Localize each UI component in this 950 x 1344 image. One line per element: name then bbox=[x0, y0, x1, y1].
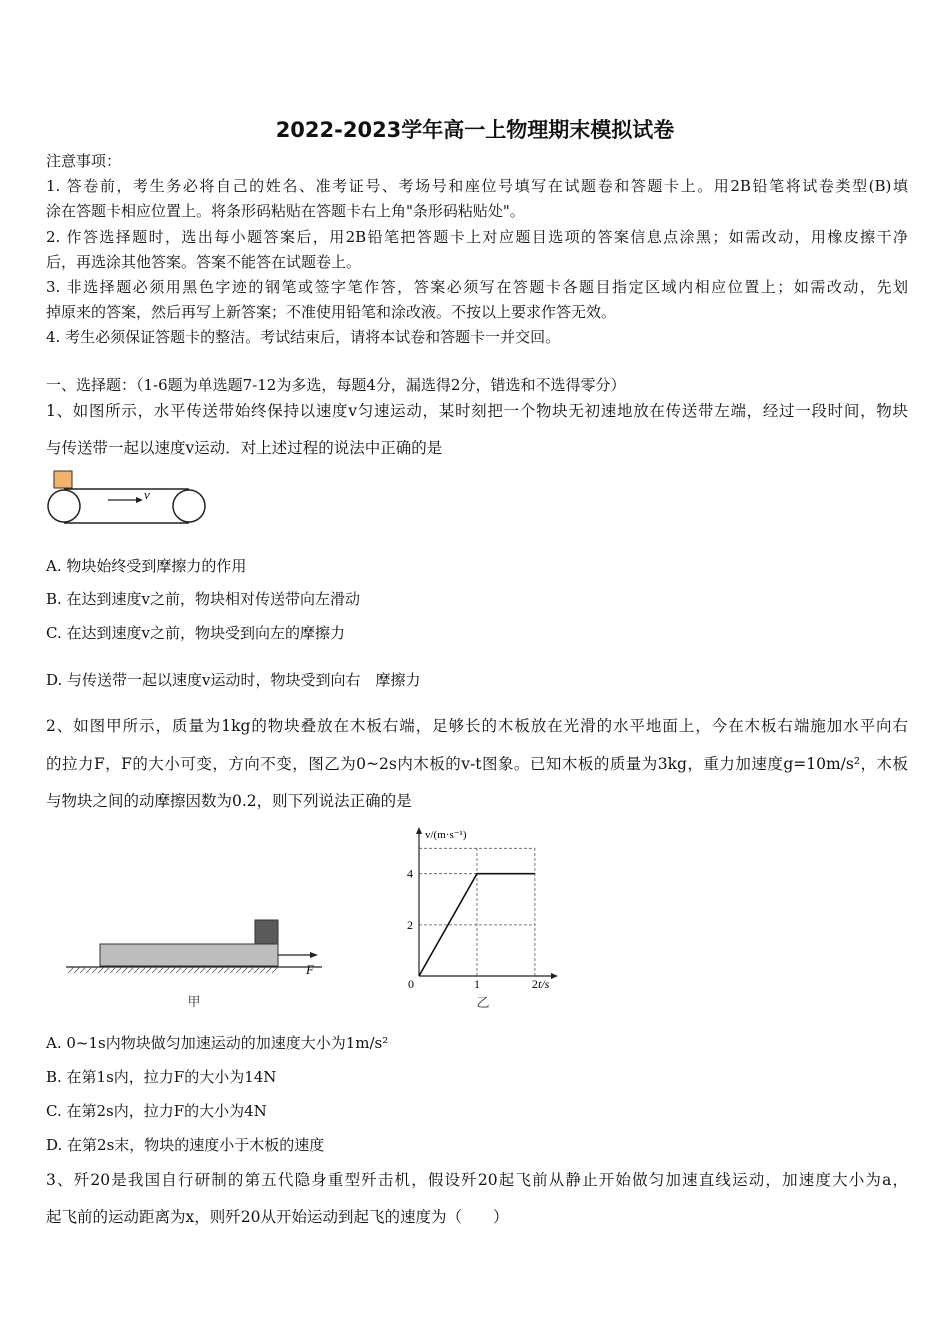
notice-heading: 注意事项： bbox=[46, 152, 122, 170]
figure-caption-jia: 甲 bbox=[187, 995, 201, 1010]
q2-option-c: C. 在第2s内，拉力F的大小为4N bbox=[46, 1102, 267, 1120]
q1-stem-line: 1、如图所示，水平传送带始终保持以速度v匀速运动，某时刻把一个物块无初速地放在传送带左端，经过一段时间，物块 bbox=[46, 402, 908, 420]
y-axis-label: v/(m·s⁻¹) bbox=[425, 829, 467, 841]
notice-line: 3. 非选择题必须用黑色字迹的钢笔或签字笔作答，答案必须写在答题卡各题目指定区域内相应位置上；如需改动，先划 bbox=[46, 278, 908, 296]
force-label: F bbox=[306, 962, 314, 977]
vt-graph bbox=[395, 824, 570, 1014]
x-tick-label: 0 bbox=[408, 977, 414, 991]
notice-line: 2. 作答选择题时，选出每小题答案后，用2B铅笔把答题卡上对应题目选项的答案信息点涂黑；如需改动，用橡皮擦干净 bbox=[46, 228, 908, 246]
left-pulley bbox=[48, 490, 80, 522]
q1-option-b: B. 在达到速度v之前，物块相对传送带向左滑动 bbox=[46, 590, 361, 608]
y-tick-label: 4 bbox=[407, 866, 413, 881]
q3-stem-line: 起飞前的运动距离为x，则歼20从开始运动到起飞的速度为（ ） bbox=[46, 1208, 509, 1226]
page-title: 2022-2023学年高一上物理期末模拟试卷 bbox=[275, 118, 675, 142]
notice-line: 掉原来的答案，然后再写上新答案；不准使用铅笔和涂改液。不按以上要求作答无效。 bbox=[46, 303, 617, 321]
block bbox=[255, 920, 278, 944]
x-axis-arrowhead bbox=[551, 973, 558, 979]
q2-stem-line: 的拉力F，F的大小可变，方向不变，图乙为0~2s内木板的v-t图象。已知木板的质量为3kg，重力加速度g=10m/s²，木板 bbox=[46, 755, 908, 773]
force-arrowhead bbox=[310, 952, 318, 958]
x-tick-label: 1 bbox=[473, 977, 480, 991]
q2-option-d: D. 在第2s末，物块的速度小于木板的速度 bbox=[46, 1136, 325, 1154]
y-axis-arrowhead bbox=[416, 827, 422, 834]
velocity-label: v bbox=[144, 487, 150, 502]
velocity-arrowhead bbox=[136, 497, 143, 503]
q1-stem-line: 与传送带一起以速度v运动．对上述过程的说法中正确的是 bbox=[46, 439, 443, 457]
vt-plot-area bbox=[407, 848, 538, 991]
x-axis-label: t/s bbox=[538, 977, 550, 991]
q1-option-d: D. 与传送带一起以速度v运动时，物块受到向右 摩擦力 bbox=[46, 671, 421, 689]
section-heading: 一、选择题：（1-6题为单选题7-12为多选，每题4分，漏选得2分，错选和不选得零分） bbox=[46, 376, 626, 394]
figure-caption-yi: 乙 bbox=[476, 996, 490, 1011]
x-tick-label: 2 bbox=[531, 977, 538, 991]
notice-line: 涂在答题卡相应位置上。将条形码粘贴在答题卡右上角"条形码粘贴处"。 bbox=[46, 202, 525, 220]
block bbox=[54, 471, 72, 488]
q1-option-a: A. 物块始终受到摩擦力的作用 bbox=[46, 557, 247, 575]
q3-stem-line: 3、歼20是我国自行研制的第五代隐身重型歼击机，假设歼20起飞前从静止开始做匀加速直线运动，加速度大小为a， bbox=[46, 1171, 908, 1189]
q2-option-b: B. 在第1s内，拉力F的大小为14N bbox=[46, 1068, 277, 1086]
board-block-diagram bbox=[60, 910, 330, 1015]
notice-line: 1. 答卷前，考生务必将自己的姓名、准考证号、考场号和座位号填写在试题卷和答题卡上。用2B铅笔将试卷类型(B)填 bbox=[46, 177, 908, 195]
q2-option-a: A. 0~1s内物块做匀加速运动的加速度大小为1m/s² bbox=[46, 1034, 389, 1052]
board bbox=[100, 944, 278, 966]
ground-hatch bbox=[68, 967, 278, 973]
right-pulley bbox=[173, 490, 205, 522]
y-tick-label: 2 bbox=[407, 917, 413, 932]
notice-line: 4. 考生必须保证答题卡的整洁。考试结束后，请将本试卷和答题卡一并交回。 bbox=[46, 328, 561, 346]
notice-line: 后，再选涂其他答案。答案不能答在试题卷上。 bbox=[46, 253, 362, 271]
q1-option-c: C. 在达到速度v之前，物块受到向左的摩擦力 bbox=[46, 624, 345, 642]
conveyor-belt-diagram bbox=[44, 468, 209, 528]
q2-stem-line: 与物块之间的动摩擦因数为0.2，则下列说法正确的是 bbox=[46, 792, 412, 810]
q2-stem-line: 2、如图甲所示，质量为1kg的物块叠放在木板右端，足够长的木板放在光滑的水平地面上，今在木板右端施加水平向右 bbox=[46, 717, 908, 735]
